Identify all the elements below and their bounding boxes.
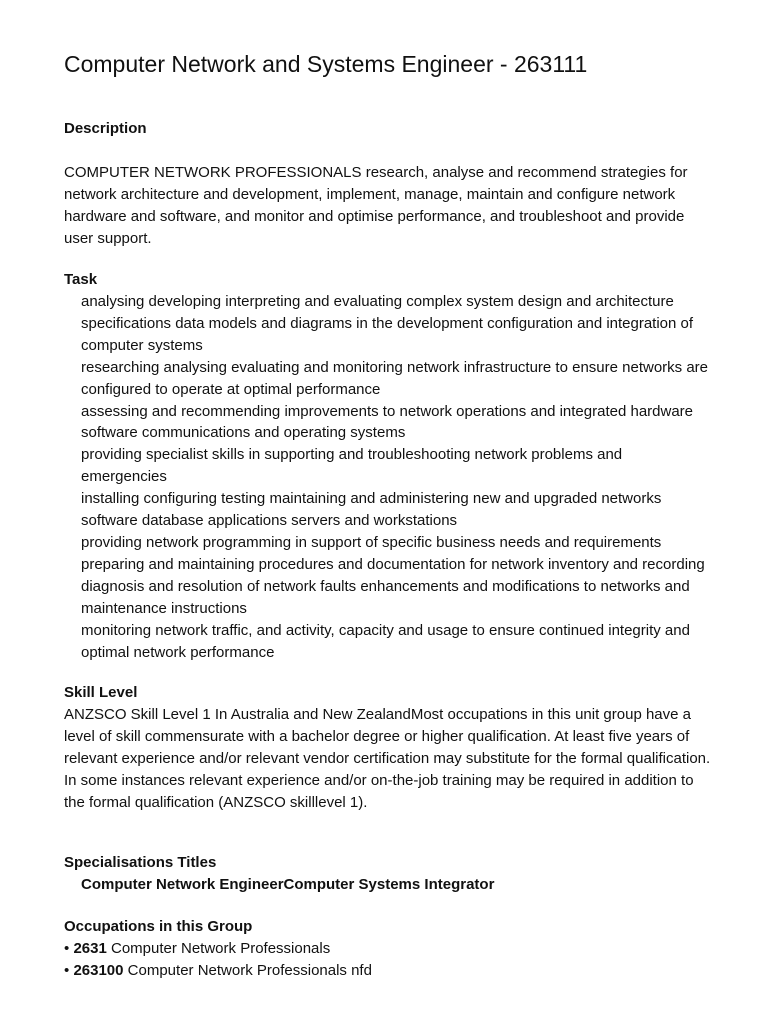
page-title: Computer Network and Systems Engineer - 263111 <box>64 51 588 77</box>
occupation-item <box>64 960 372 982</box>
bullet: • <box>64 940 70 957</box>
task-item: researching analysing evaluating and monitoring network infrastructure to ensure networks are configured to operate at optimal performance <box>81 358 709 398</box>
task-item: assessing and recommending improvements to network operations and integrated hardware software communications and operating systems <box>81 402 694 442</box>
task-item: providing specialist skills in supporting and troubleshooting network problems and emergencies <box>81 446 623 486</box>
occupation-code: 2631 <box>73 940 107 957</box>
description-text: COMPUTER NETWORK PROFESSIONALS research, analyse and recommend strategies for network architecture and development, implement, manage, maintain and configure network hardware and software, and monitor and optimise performance, and troubleshoot and provide user support. <box>64 164 688 247</box>
occupation-name: Computer Network Professionals nfd <box>127 962 372 979</box>
description-heading: Description <box>64 120 147 137</box>
skill-level-heading: Skill Level <box>64 684 138 701</box>
specialisations-heading: Specialisations Titles <box>64 854 217 871</box>
occupation-code: 263100 <box>73 962 124 979</box>
task-item: installing configuring testing maintaining and administering new and upgraded networks software database applications servers and workstations <box>81 490 662 530</box>
bullet: • <box>64 962 70 979</box>
task-item: preparing and maintaining procedures and documentation for network inventory and recording diagnosis and resolution of network faults enhancements and modifications to networks and maintenance instructions <box>81 555 705 617</box>
skill-level-text: ANZSCO Skill Level 1 In Australia and New ZealandMost occupations in this unit group have a level of skill commensurate with a bachelor degree or higher qualification. At least five years of relevant experience and/or relevant vendor certification may substitute for the formal qualification. In some instances relevant experience and/or on-the-job training may be required in addition to the formal qualification (ANZSCO skilllevel 1). <box>64 706 711 811</box>
task-item: analysing developing interpreting and evaluating complex system design and architecture specifications data models and diagrams in the development configuration and integration of computer systems <box>81 293 694 354</box>
occupations-heading: Occupations in this Group <box>64 918 253 935</box>
task-item: providing network programming in support of specific business needs and requirements <box>81 533 662 551</box>
occupations-list <box>64 938 372 982</box>
task-list <box>81 291 711 663</box>
specialisations-titles: Computer Network EngineerComputer Systems Integrator <box>81 876 495 893</box>
occupation-item <box>64 938 372 960</box>
task-item: monitoring network traffic, and activity, capacity and usage to ensure continued integrity and optimal network performance <box>81 621 690 661</box>
task-heading: Task <box>64 271 98 288</box>
occupation-name: Computer Network Professionals <box>110 940 331 957</box>
